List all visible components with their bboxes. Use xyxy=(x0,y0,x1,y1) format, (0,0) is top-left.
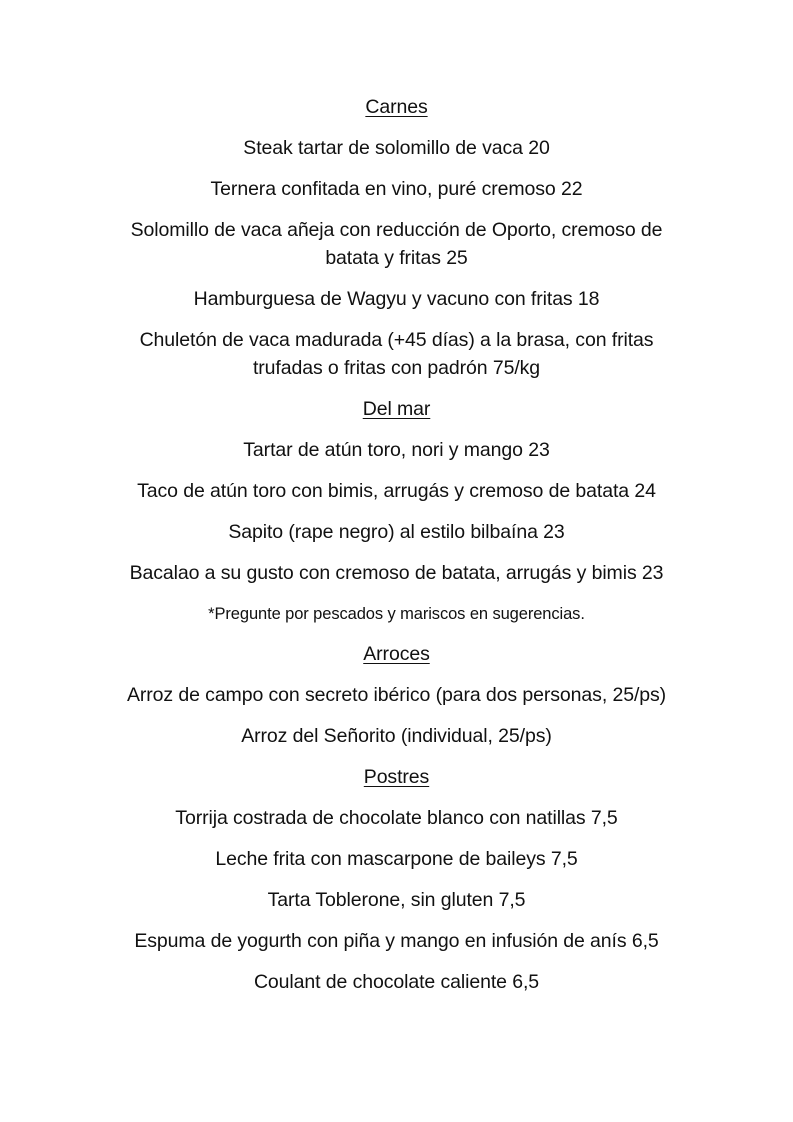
menu-item: Solomillo de vaca añeja con reducción de Oporto, cremoso de batata y fritas 25 xyxy=(130,219,663,269)
menu-item: Torrija costrada de chocolate blanco con natillas 7,5 xyxy=(175,807,618,829)
section-heading-arroces: Arroces xyxy=(363,643,430,665)
menu-item: Tartar de atún toro, nori y mango 23 xyxy=(243,439,550,461)
menu-item: Leche frita con mascarpone de baileys 7,5 xyxy=(215,848,578,870)
menu-page xyxy=(110,93,683,1009)
menu-item: Espuma de yogurth con piña y mango en infusión de anís 6,5 xyxy=(134,930,659,952)
menu-item: Ternera confitada en vino, puré cremoso 22 xyxy=(210,178,583,200)
section-heading-postres: Postres xyxy=(363,766,430,788)
menu-item: Tarta Toblerone, sin gluten 7,5 xyxy=(267,889,526,911)
menu-item: Hamburguesa de Wagyu y vacuno con fritas 18 xyxy=(193,288,600,310)
section-heading-carnes: Carnes xyxy=(365,96,428,118)
menu-item: Chuletón de vaca madurada (+45 días) a la brasa, con fritas trufadas o fritas con padrón 75/kg xyxy=(139,329,654,379)
menu-item: Sapito (rape negro) al estilo bilbaína 23 xyxy=(228,521,565,543)
menu-item: Coulant de chocolate caliente 6,5 xyxy=(253,971,540,993)
menu-item: Bacalao a su gusto con cremoso de batata, arrugás y bimis 23 xyxy=(129,562,664,584)
section-heading-del-mar: Del mar xyxy=(362,398,431,420)
menu-item: Steak tartar de solomillo de vaca 20 xyxy=(243,137,550,159)
section-note: *Pregunte por pescados y mariscos en sugerencias. xyxy=(208,605,585,623)
menu-item: Arroz del Señorito (individual, 25/ps) xyxy=(241,725,552,747)
menu-item: Arroz de campo con secreto ibérico (para dos personas, 25/ps) xyxy=(126,684,667,706)
menu-item: Taco de atún toro con bimis, arrugás y cremoso de batata 24 xyxy=(137,480,656,502)
